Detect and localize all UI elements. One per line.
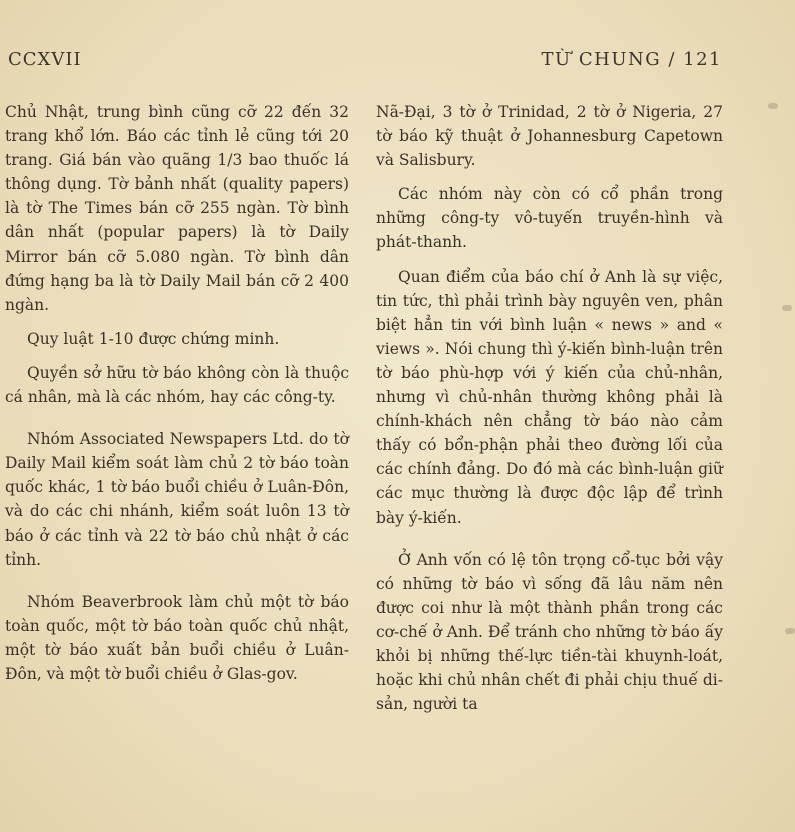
running-header: TỪ CHUNG / 121 [541, 49, 722, 70]
paragraph: Nhóm Associated Newspapers Ltd. do tờ Daily Mail kiểm soát làm chủ 2 tờ báo toàn quốc khác, 1 tờ báo buổi chiều ở Luân-Đôn, và do các chi nhánh, kiểm soát luôn 13 tờ báo ở các tỉnh và 22 tờ báo chủ nhật ở các tỉnh. [5, 430, 349, 569]
right-column [376, 100, 723, 726]
paragraph: Ở Anh vốn có lệ tôn trọng cổ-tục bởi vậy có những tờ báo vì sống đã lâu năm nên được coi như là một thành phần trong các cơ-chế ở Anh. Để tránh cho những tờ báo ấy khỏi bị những thế-lực tiền-tài khuynh-loát, hoặc khi chủ nhân chết đi phải chịu thuế di-sản, người ta [376, 550, 723, 714]
page-blemish [785, 628, 795, 634]
paragraph: Chủ Nhật, trung bình cũng cỡ 22 đến 32 trang khổ lớn. Báo các tỉnh lẻ cũng tới 20 trang. Giá bán vào quãng 1/3 bao thuốc lá thông dụng. Tờ bảnh nhất (quality papers) là tờ The Times bán cỡ 255 ngàn. Tờ bình dân nhất (popular papers) là tờ Daily Mirror bán cỡ 5.080 ngàn. Tờ bình dân đứng hạng ba là tờ Daily Mail bán cỡ 2 400 ngàn. [5, 103, 349, 314]
paragraph: Quyền sở hữu tờ báo không còn là thuộc cá nhân, mà là các nhóm, hay các công-ty. [5, 363, 349, 407]
paragraph: Các nhóm này còn có cổ phần trong những công-ty vô-tuyến truyền-hình và phát-thanh. [376, 185, 723, 252]
page-blemish [782, 305, 792, 311]
chapter-number: CCXVII [8, 49, 82, 70]
left-column [5, 100, 349, 696]
page-blemish [768, 103, 778, 109]
paragraph: Nã-Đại, 3 tờ ở Trinidad, 2 tờ ở Nigeria, 27 tờ báo kỹ thuật ở Johannesburg Capetown và Salisbury. [376, 103, 723, 170]
paragraph: Quy luật 1-10 được chứng minh. [27, 329, 280, 348]
paragraph: Quan điểm của báo chí ở Anh là sự việc, tin tức, thì phải trình bày nguyên ven, phân biệt hẳn tin với bình luận « news » and « views ». Nói chung thì ý-kiến bình-luận trên tờ báo phù-hợp với ý kiến của chủ-nhân, nhưng vì chủ-nhân thường không phải là chính-khách nên chẳng tờ báo nào cảm thấy có bổn-phận phải theo đường lối của các chính đảng. Do đó mà các bình-luận giữ các mục thường là được độc lập để trình bày ý-kiến. [376, 267, 723, 527]
paragraph: Nhóm Beaverbrook làm chủ một tờ báo toàn quốc, một tờ báo toàn quốc chủ nhật, một tờ báo xuất bản buổi chiều ở Luân-Đôn, và một tờ buổi chiều ở Glas-gov. [5, 592, 349, 683]
